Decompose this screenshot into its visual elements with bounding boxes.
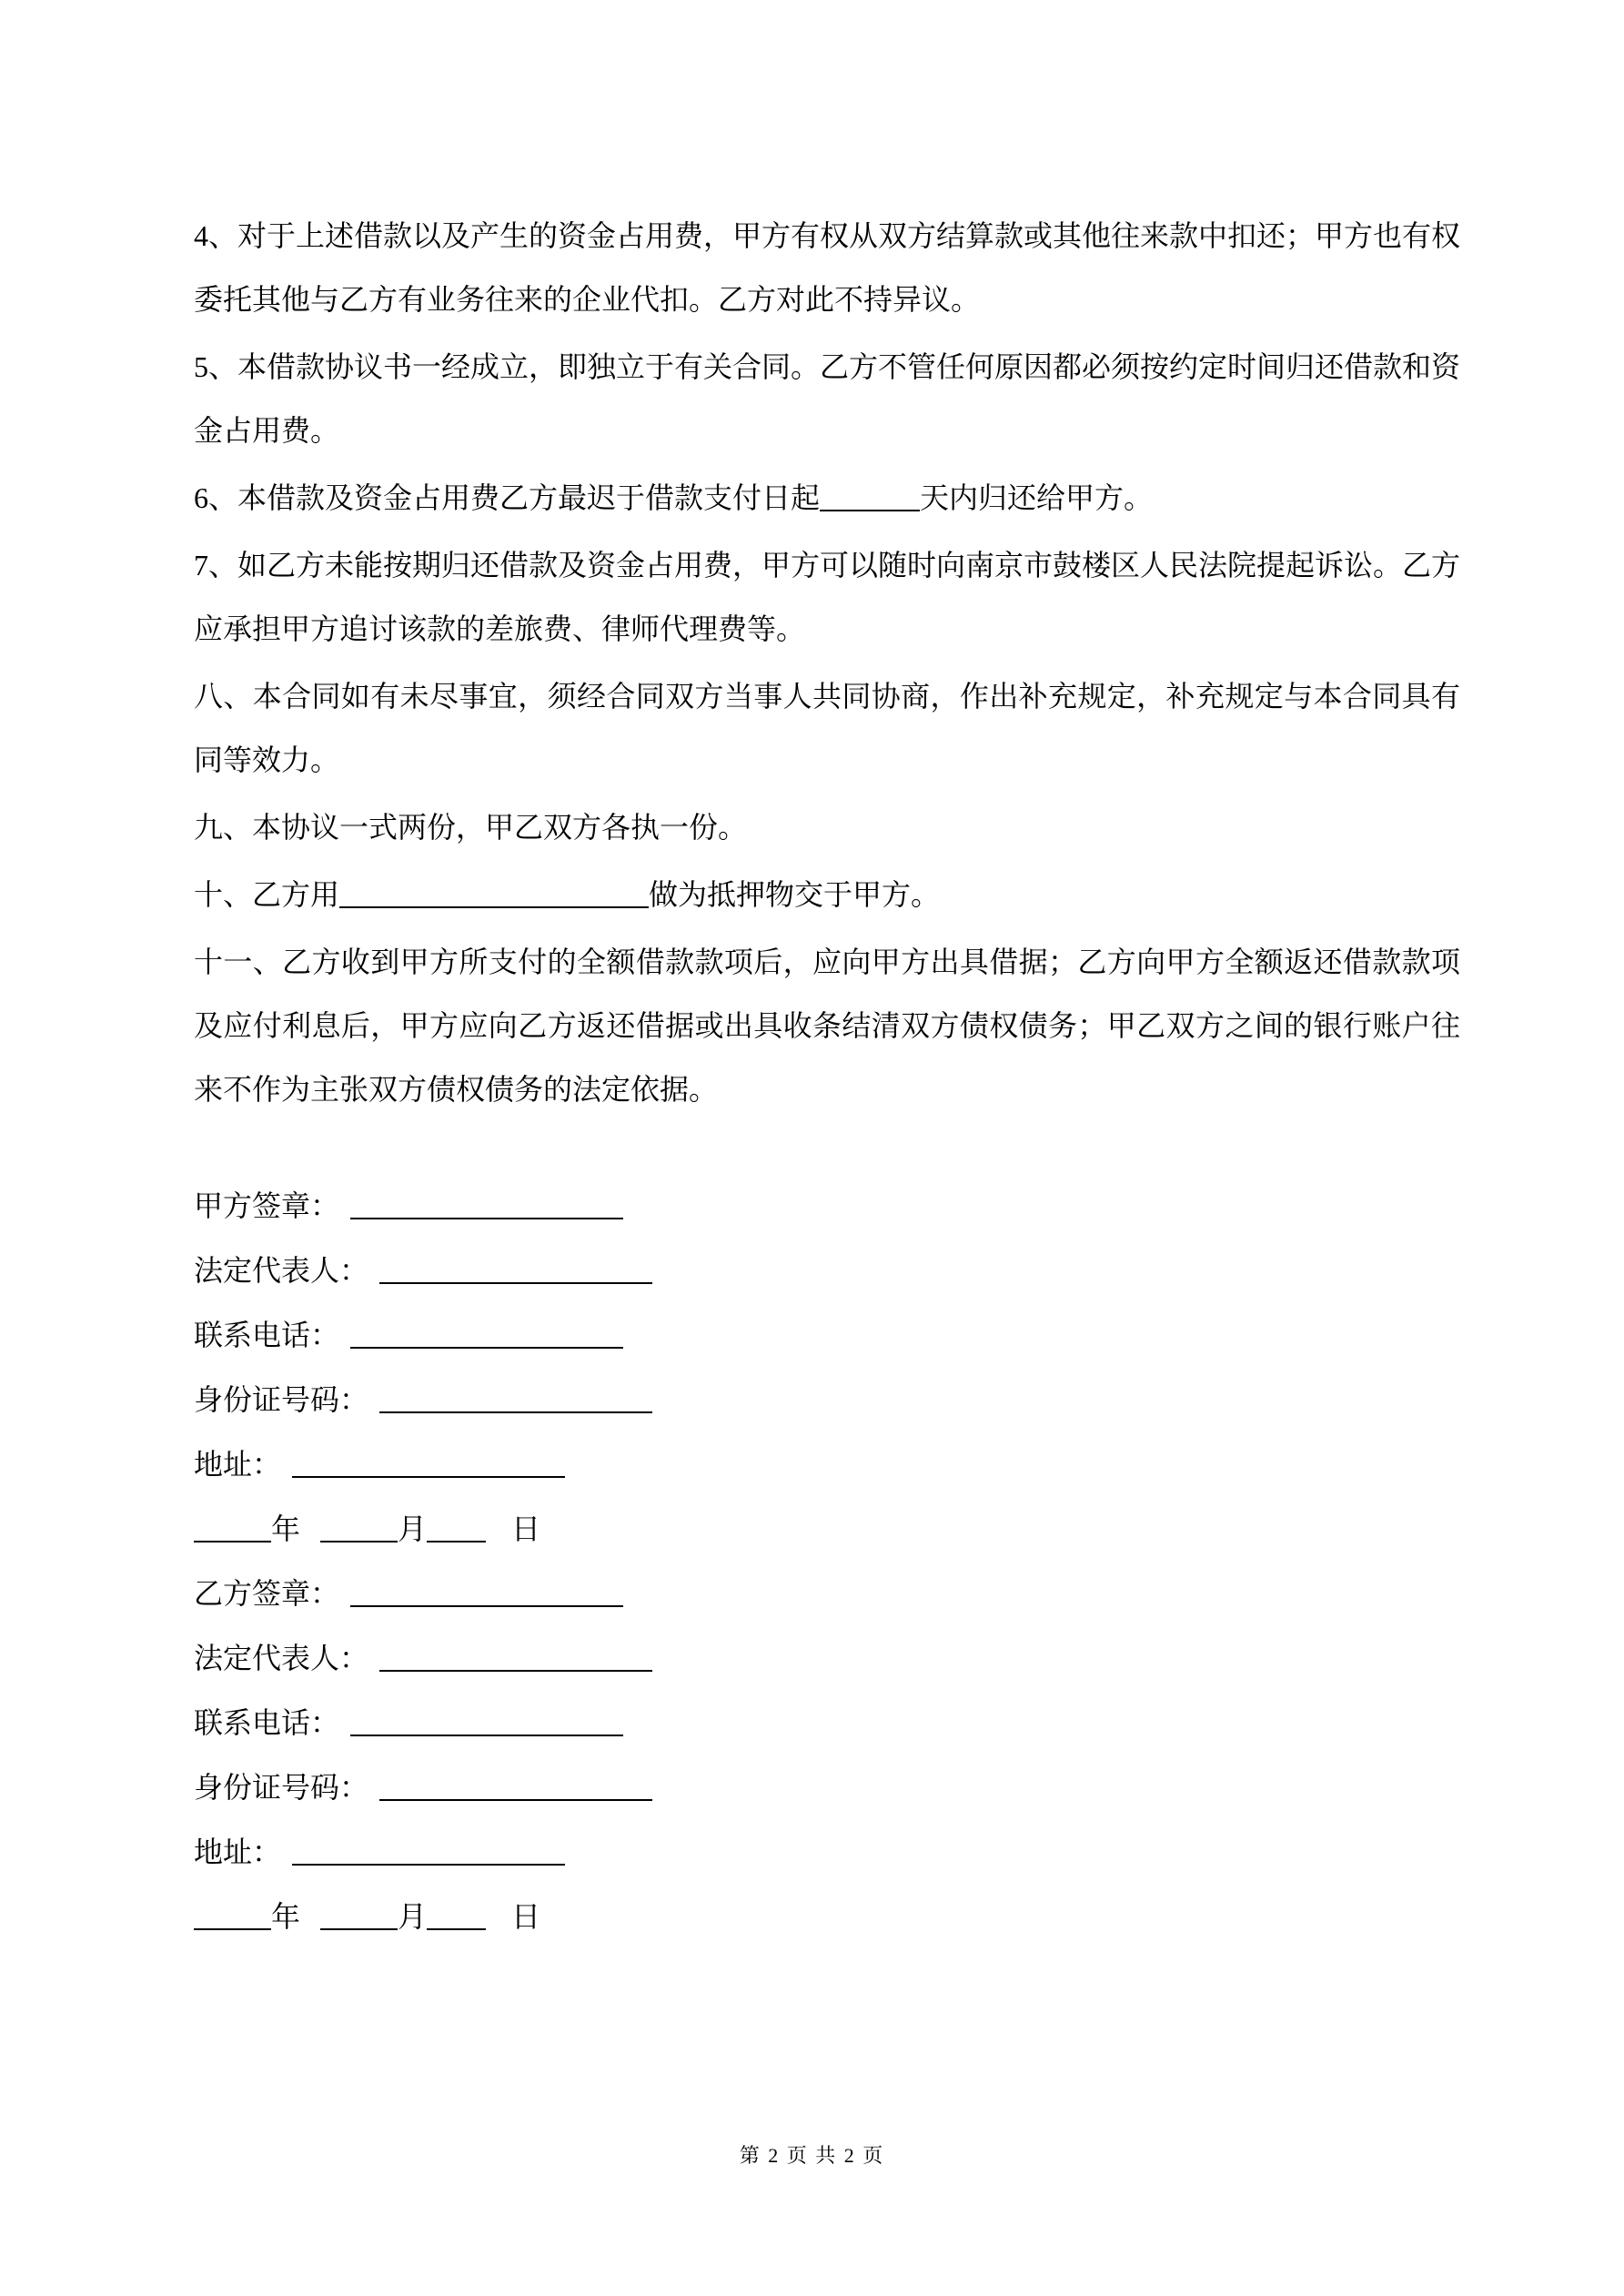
year-unit: 年 (271, 1512, 301, 1545)
party-a-address-label: 地址： (194, 1448, 282, 1481)
year-unit: 年 (271, 1900, 301, 1933)
clause-9: 九、本协议一式两份，甲乙双方各执一份。 (194, 811, 748, 844)
clause-11: 十一、乙方收到甲方所支付的全额借款款项后，应向甲方出具借据；乙方向甲方全额返还借款款项及应付利息后，甲方应向乙方返还借据或出具收条结清双方债权债务；甲乙双方之间的银行账户往来不作为主张双方债权债务的法定依据。 (194, 946, 1460, 1106)
day-unit: 日 (511, 1900, 541, 1933)
party-b-id-blank (379, 1792, 652, 1801)
party-a-phone-line (194, 1303, 1460, 1368)
party-b-address-blank (292, 1856, 565, 1866)
party-b-legal-rep-blank (379, 1663, 652, 1672)
days-fill-in-blank (820, 502, 920, 511)
party-a-year-blank (194, 1533, 271, 1542)
day-unit: 日 (511, 1512, 541, 1545)
party-a-id-blank (379, 1404, 652, 1413)
party-b-day-blank (427, 1921, 486, 1930)
party-a-legal-rep-label: 法定代表人： (194, 1254, 369, 1287)
party-a-id-label: 身份证号码： (194, 1383, 369, 1416)
party-a-address-blank (292, 1469, 565, 1478)
page-number: 第 2 页 共 2 页 (739, 2144, 885, 2167)
month-unit: 月 (398, 1512, 428, 1545)
party-b-seal-line (194, 1562, 1460, 1626)
clause-4: 4、对于上述借款以及产生的资金占用费，甲方有权从双方结算款或其他往来款中扣还；甲方也有权委托其他与乙方有业务往来的企业代扣。乙方对此不持异议。 (194, 219, 1461, 316)
party-b-legal-rep-label: 法定代表人： (194, 1642, 369, 1674)
party-a-address-line (194, 1432, 1460, 1497)
clause-10 (194, 863, 1460, 926)
party-b-month-blank (320, 1921, 398, 1930)
party-a-phone-blank (350, 1340, 623, 1349)
party-b-phone-line (194, 1691, 1460, 1755)
party-a-id-line (194, 1368, 1460, 1432)
party-b-id-label: 身份证号码： (194, 1771, 369, 1804)
clause-5: 5、本借款协议书一经成立，即独立于有关合同。乙方不管任何原因都必须按约定时间归还借款和资金占用费。 (194, 350, 1461, 447)
clause-6 (194, 466, 1460, 530)
party-b-address-label: 地址： (194, 1836, 282, 1868)
clause-10-text-after: 做为抵押物交于甲方。 (649, 878, 941, 911)
clause-7: 7、如乙方未能按期归还借款及资金占用费，甲方可以随时向南京市鼓楼区人民法院提起诉讼。乙方应承担甲方追讨该款的差旅费、律师代理费等。 (194, 549, 1461, 645)
clause-10-text-before: 十、乙方用 (194, 878, 340, 911)
party-b-seal-blank (350, 1598, 623, 1607)
party-a-seal-blank (350, 1210, 623, 1219)
party-a-legal-rep-line (194, 1239, 1460, 1303)
collateral-fill-in-blank (339, 899, 649, 908)
party-b-address-line (194, 1820, 1460, 1885)
party-a-month-blank (320, 1533, 398, 1542)
party-a-phone-label: 联系电话： (194, 1319, 340, 1351)
party-a-seal-label: 甲方签章： (194, 1189, 340, 1222)
party-b-id-line (194, 1755, 1460, 1820)
clause-8: 八、本合同如有未尽事宜，须经合同双方当事人共同协商，作出补充规定，补充规定与本合同具有同等效力。 (194, 680, 1460, 776)
party-b-phone-label: 联系电话： (194, 1706, 340, 1739)
party-b-phone-blank (350, 1727, 623, 1736)
clause-6-text-before: 6、本借款及资金占用费乙方最迟于借款支付日起 (194, 481, 821, 514)
party-a-day-blank (427, 1533, 486, 1542)
party-a-date-line (194, 1497, 1460, 1562)
party-a-legal-rep-blank (379, 1275, 652, 1284)
party-b-year-blank (194, 1921, 271, 1930)
clause-6-text-after: 天内归还给甲方。 (920, 481, 1154, 514)
contract-clauses (194, 204, 1460, 1125)
party-a-seal-line (194, 1174, 1460, 1239)
party-b-seal-label: 乙方签章： (194, 1577, 340, 1610)
party-b-legal-rep-line (194, 1626, 1460, 1691)
month-unit: 月 (398, 1900, 428, 1933)
signature-block (194, 1174, 1460, 1949)
party-b-date-line (194, 1885, 1460, 1949)
